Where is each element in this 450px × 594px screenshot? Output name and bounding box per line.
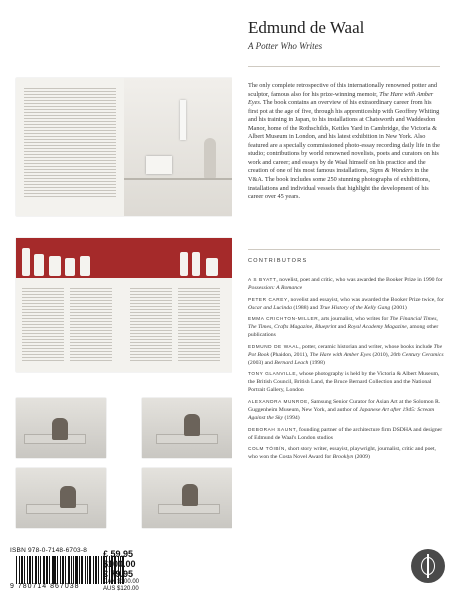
barcode-bar <box>98 556 99 584</box>
contributor-bio-run: (2010), <box>371 351 391 358</box>
contributor-bio-run: and <box>336 324 348 331</box>
barcode-bar <box>95 556 98 584</box>
sample-spread-2 <box>16 238 232 372</box>
contributor-bio-run: , novelist, poet and critic, who was awarded the Booker Prize in 1990 for <box>276 277 443 283</box>
barcode-bar <box>46 556 48 584</box>
spread-red-shelf-left <box>16 238 124 372</box>
title-divider <box>248 66 440 67</box>
contributor-name: PETER CAREY <box>248 296 288 302</box>
contributor-bio-run: (1994) <box>283 414 300 421</box>
barcode-bar <box>40 556 41 584</box>
contributor-name: ALEXANDRA MUNROE <box>248 398 308 404</box>
contributor-bio-run: , founding partner of the architecture firm DSDHA and designer of Edmund de Waal's London studios <box>248 426 443 441</box>
contributors-list <box>248 276 444 465</box>
description-run: Signs & Wonders <box>369 167 413 175</box>
barcode-bar <box>62 556 64 584</box>
book-title: Edmund de Waal <box>248 18 365 37</box>
barcode-bar <box>57 556 58 584</box>
contributor-bio-run: Brooklyn <box>332 454 354 461</box>
contributor-bio-run: Japanese Art after 1945: Scream Against the Sky <box>248 406 435 421</box>
contributor-name: DEBORAH SAUNT <box>248 426 297 432</box>
barcode-bar <box>87 556 88 584</box>
barcode-bar <box>16 556 17 584</box>
contributor-bio-run: (2009) <box>353 454 370 461</box>
contributor-bio-run: (1988) and <box>291 304 320 311</box>
contributor-bio-run: , whose photography is held by the Victoria & Albert Museum, the British Council, British Land, the Bruce Bernard Collection and the National Portrait Gallery, London <box>248 371 440 394</box>
contributor-entry <box>248 276 444 292</box>
barcode-bar <box>93 556 94 584</box>
barcode-bar <box>29 556 32 584</box>
studio-photo-2 <box>142 398 232 458</box>
barcode-bar <box>32 556 33 584</box>
contributor-bio-run: (1998) <box>308 359 325 366</box>
contributors-divider <box>248 249 440 250</box>
barcode-bar <box>68 556 70 584</box>
price-gbp: £ 59.95 <box>103 549 134 559</box>
barcode-bar <box>75 556 78 584</box>
barcode-digits: 9 780714 867038 <box>10 583 80 590</box>
contributor-bio-run: , potter, ceramic historian and writer, whose books include <box>299 343 434 350</box>
contributor-bio-run: (2001) <box>390 304 407 311</box>
contributor-bio-run: Possession: A Romance <box>248 285 303 291</box>
contributor-bio-run: , arts journalist, who writes for <box>318 316 390 323</box>
barcode-bar <box>43 556 45 584</box>
barcode-bar <box>49 556 50 584</box>
contributors-heading: CONTRIBUTORS <box>248 258 308 264</box>
barcode-bar <box>73 556 74 584</box>
contributor-entry <box>248 445 444 461</box>
contributor-bio-run: (Phaidon, 2011), <box>269 351 310 358</box>
barcode-bar <box>85 556 86 584</box>
contributor-bio-run: (2003) and <box>248 359 275 366</box>
barcode-bar <box>27 556 28 584</box>
sample-spread-1 <box>16 78 232 216</box>
contributor-bio-run: The Pot Book <box>248 343 443 358</box>
barcode-bar <box>19 556 20 584</box>
price-can: CAN $100.00 <box>103 579 140 585</box>
contributor-entry <box>248 426 444 442</box>
contributor-bio-run: The Financial Times, The Times, Crafts Magazine, Blueprint <box>248 316 438 331</box>
price-block <box>103 549 139 593</box>
contributor-entry <box>248 296 444 312</box>
spread-text-page <box>16 78 124 216</box>
contributor-bio-run: Royal Academy Magazine <box>347 324 407 331</box>
spread-red-shelf-right <box>124 238 232 372</box>
contributor-name: EDMUND DE WAAL <box>248 343 300 349</box>
contributor-bio-run: , Samsung Senior Curator for Asian Art at the Solomon R. Guggenheim Museum, New York, and author of <box>248 398 441 413</box>
barcode-bar <box>81 556 83 584</box>
isbn-label: ISBN 978-0-7148-6703-8 <box>10 547 88 554</box>
contributor-bio-run: Bernard Leach <box>274 359 309 366</box>
contributor-name: TONY GLANVILLE <box>248 371 297 377</box>
contributor-name: A S BYATT <box>248 277 277 282</box>
description-run: . The book contains an overview of his extraordinary career from his first pot at the age of five, through his apprenticeship with Geoffrey Whiting and his training in Japan, to his installations at Chatsworth and Waddesdon Manor, home of the Rothschilds, Kettles Yard in Cambridge, the Victoria & Albert Museum in London, and his latest exhibition in New York. Also featured are a specially commissioned photo-essay recording daily life in the studio; contributions by world renowned novelists, poets and curators on his work and career; and essays by de Waal himself on his practice and the creation of one of his most famous installations, <box>248 99 440 175</box>
price-eur: € 79.95 <box>103 569 134 579</box>
contributor-bio-run: 20th Century Ceramics <box>390 351 444 358</box>
studio-photo-1 <box>16 398 106 458</box>
barcode-bar <box>71 556 72 584</box>
barcode-bar <box>65 556 66 584</box>
contributor-entry <box>248 398 444 422</box>
barcode-bar <box>38 556 39 584</box>
barcode-bar <box>24 556 25 584</box>
spread-interior-photo <box>124 78 232 216</box>
book-subtitle: A Potter Who Writes <box>248 41 323 51</box>
book-description <box>248 82 440 202</box>
description-run: The Hare with Amber Eyes <box>248 90 434 107</box>
barcode-bar <box>79 556 80 584</box>
contributor-bio-run: , novelist and essayist, who was awarded the Booker Prize twice, for <box>287 296 444 303</box>
description-run: The only complete retrospective of this internationally renowned potter and sculptor, famous also for his prize-winning memoir, <box>248 82 438 98</box>
barcode-bar <box>60 556 61 584</box>
price-usd: $100.00 <box>103 559 136 569</box>
contributor-bio-run: The Hare with Amber Eyes <box>309 351 372 358</box>
phaidon-logo-icon <box>411 549 445 583</box>
contributor-bio-run: , among other publications <box>248 324 439 339</box>
contributor-entry <box>248 370 444 394</box>
contributor-entry <box>248 315 444 339</box>
studio-photo-3 <box>16 468 106 528</box>
contributor-bio-run: True History of the Kelly Gang <box>319 304 391 311</box>
contributor-entry <box>248 343 444 367</box>
barcode-bar <box>21 556 23 584</box>
barcode-bar <box>89 556 91 584</box>
contributor-bio-run: Oscar and Lucinda <box>248 304 292 311</box>
barcode-bar <box>52 556 53 584</box>
price-aus: AUS $120.00 <box>103 586 139 592</box>
contributor-name: EMMA CRICHTON-MILLER <box>248 316 319 322</box>
description-run: in the V&A. The book includes some 250 stunning photographs of exhibitions, installations and individual vessels that highlight the development of his career over 45 years. <box>248 167 430 201</box>
studio-photo-4 <box>142 468 232 528</box>
contributor-bio-run: , short story writer, essayist, playwright, journalist, critic and poet, who won the Costa Novel Award for <box>248 446 436 461</box>
barcode-bar <box>53 556 56 584</box>
barcode-bar <box>35 556 37 584</box>
contributor-name: COLM TÓIBÍN <box>248 446 285 452</box>
